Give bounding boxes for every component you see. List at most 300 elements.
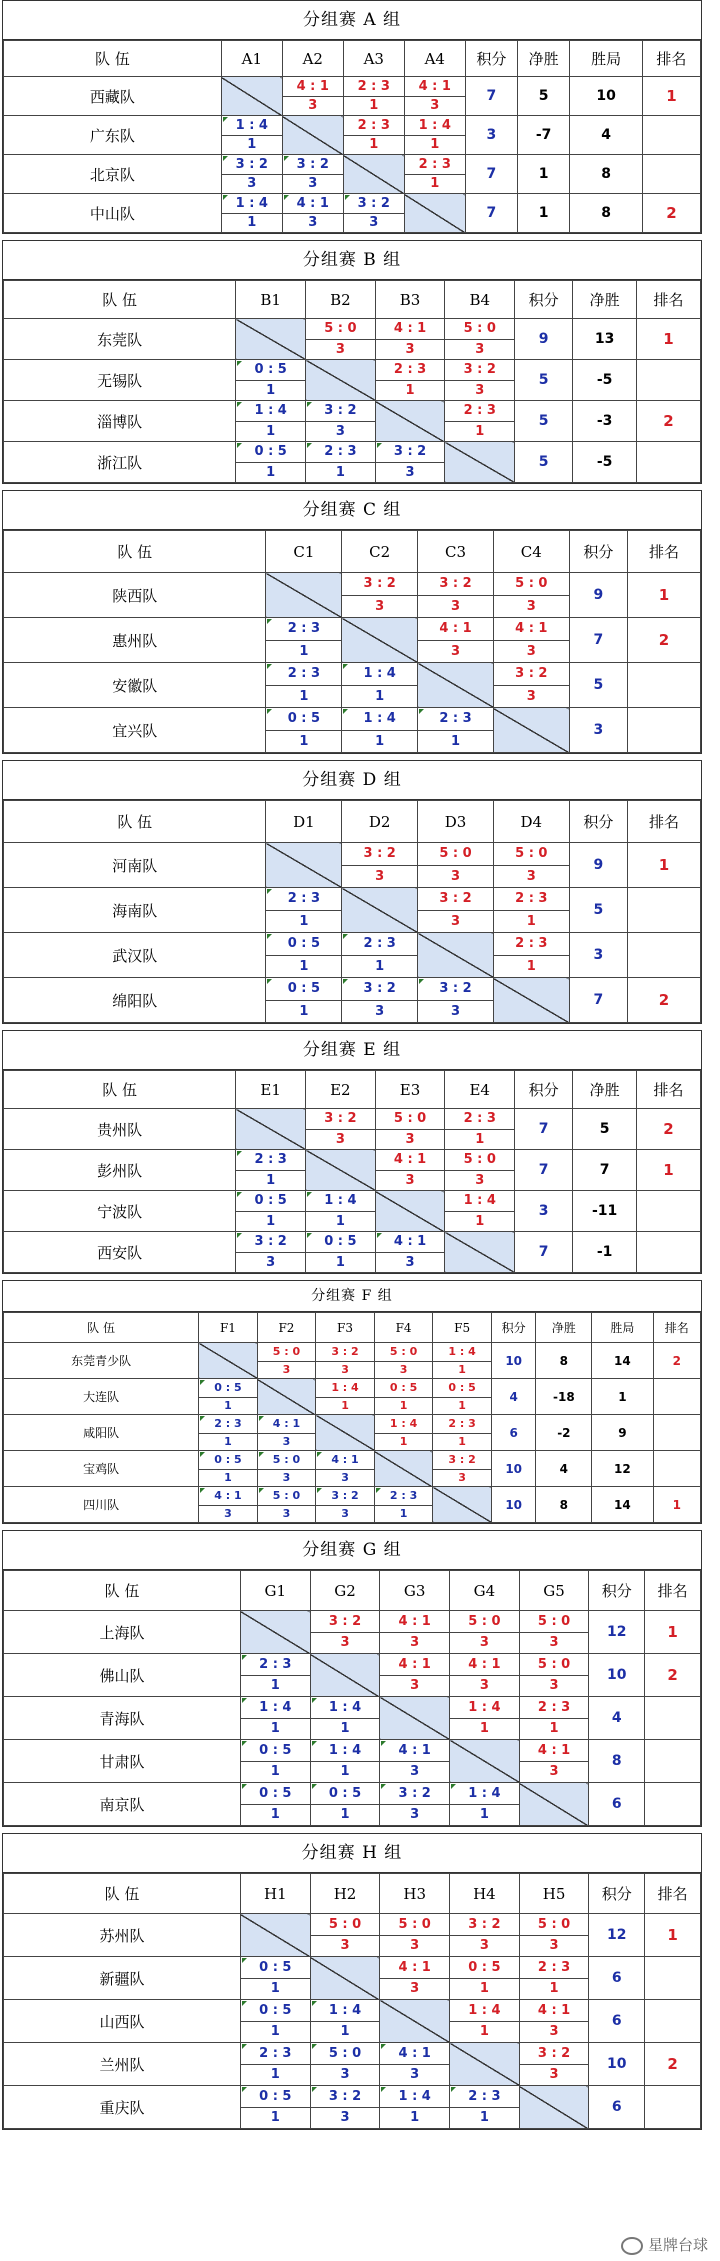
rank-value — [628, 663, 701, 708]
match-points: 1 — [299, 914, 309, 929]
match-score: 3 : 2 — [342, 978, 417, 1001]
team-name: 彭州队 — [4, 1150, 236, 1191]
column-header: H5 — [519, 1874, 589, 1914]
group-table — [2, 1530, 702, 1827]
match-points: 3 — [410, 1981, 420, 1996]
match-score: 2 : 3 — [344, 116, 404, 136]
match-score-cell — [418, 978, 494, 1023]
match-score-cell — [343, 116, 404, 155]
match-points: 1 — [369, 98, 379, 113]
column-header: 排名 — [645, 1874, 701, 1914]
match-score: 1 : 4 — [342, 663, 417, 686]
corner-marker-icon — [242, 2087, 247, 2092]
match-points: 1 — [399, 1434, 408, 1448]
match-points: 1 — [526, 914, 536, 929]
points-value: 5 — [569, 663, 627, 708]
match-score: 4 : 1 — [283, 194, 343, 214]
rank-value — [645, 1740, 701, 1783]
match-points: 3 — [526, 689, 536, 704]
corner-marker-icon — [200, 1416, 205, 1421]
corner-marker-icon — [381, 1784, 386, 1789]
points-value: 3 — [465, 116, 517, 155]
corner-marker-icon — [259, 1452, 264, 1457]
column-header: 队 伍 — [4, 1071, 236, 1109]
column-header: 排名 — [628, 531, 701, 573]
self-match-cell — [493, 708, 569, 753]
match-score-cell — [433, 1415, 492, 1451]
points-value: 10 — [491, 1343, 536, 1379]
points-value: 6 — [491, 1415, 536, 1451]
match-score: 3 : 2 — [376, 442, 445, 463]
points-value: 10 — [491, 1487, 536, 1523]
match-score: 1 : 4 — [380, 2086, 449, 2108]
wechat-icon — [621, 2237, 643, 2255]
table-row — [4, 1415, 701, 1451]
match-score-cell — [306, 319, 376, 360]
standings-table — [3, 530, 701, 753]
match-score: 2 : 3 — [445, 401, 514, 422]
match-score: 3 : 2 — [283, 155, 343, 175]
match-score-cell — [282, 194, 343, 233]
table-row — [4, 1343, 701, 1379]
column-header: 净胜 — [518, 41, 570, 77]
match-score: 4 : 1 — [283, 77, 343, 97]
net-value: -7 — [518, 116, 570, 155]
match-points: 1 — [475, 1132, 485, 1147]
match-score-cell — [380, 1654, 450, 1697]
column-header: F3 — [316, 1313, 375, 1343]
match-score: 0 : 5 — [241, 1957, 310, 1979]
group-title: 分组赛 G 组 — [3, 1531, 701, 1570]
match-points: 1 — [340, 1764, 350, 1779]
match-points: 1 — [299, 734, 309, 749]
match-points: 3 — [282, 1362, 291, 1376]
team-name: 苏州队 — [4, 1914, 241, 1957]
table-row — [4, 319, 701, 360]
match-points: 3 — [375, 599, 385, 614]
column-header: 净胜 — [573, 1071, 637, 1109]
corner-marker-icon — [259, 1488, 264, 1493]
rank-value: 2 — [637, 401, 701, 442]
team-name: 大连队 — [4, 1379, 199, 1415]
team-name: 东莞队 — [4, 319, 236, 360]
match-points: 3 — [335, 1132, 345, 1147]
net-value: 1 — [518, 155, 570, 194]
match-points: 3 — [282, 1506, 291, 1520]
match-score-cell — [374, 1343, 433, 1379]
match-score-cell — [342, 978, 418, 1023]
column-header: 净胜 — [573, 281, 637, 319]
match-score-cell — [342, 708, 418, 753]
match-score: 0 : 5 — [375, 1379, 433, 1398]
match-score: 2 : 3 — [344, 77, 404, 97]
match-points: 3 — [410, 2067, 420, 2082]
match-points: 1 — [375, 959, 385, 974]
match-score: 1 : 4 — [311, 1697, 380, 1719]
match-points: 1 — [410, 2110, 420, 2125]
match-score: 2 : 3 — [306, 442, 375, 463]
team-name: 安徽队 — [4, 663, 266, 708]
match-points: 3 — [341, 1470, 349, 1484]
column-header: G4 — [450, 1571, 520, 1611]
match-score-cell — [310, 2000, 380, 2043]
column-header: D4 — [493, 801, 569, 843]
match-score-cell — [519, 1740, 589, 1783]
match-points: 3 — [282, 1470, 291, 1484]
match-score: 1 : 4 — [222, 116, 282, 136]
match-points: 1 — [224, 1470, 232, 1484]
corner-marker-icon — [200, 1452, 205, 1457]
match-points: 1 — [526, 959, 536, 974]
points-value: 7 — [569, 978, 627, 1023]
standings-table — [3, 1070, 701, 1273]
match-score: 1 : 4 — [450, 2000, 519, 2022]
self-match-cell — [221, 77, 282, 116]
standings-table — [3, 40, 701, 233]
match-score: 2 : 3 — [445, 1109, 514, 1130]
match-points: 3 — [479, 1938, 489, 1953]
match-score-cell — [257, 1415, 316, 1451]
team-name: 南京队 — [4, 1783, 241, 1826]
match-points: 1 — [270, 2110, 280, 2125]
self-match-cell — [342, 618, 418, 663]
column-header: 积分 — [465, 41, 517, 77]
match-score: 5 : 0 — [306, 319, 375, 340]
match-score-cell — [519, 1957, 589, 2000]
match-score: 2 : 3 — [520, 1697, 589, 1719]
match-score: 4 : 1 — [316, 1451, 374, 1470]
match-score-cell — [375, 1150, 445, 1191]
match-score: 3 : 2 — [236, 1232, 305, 1253]
group-table — [2, 1833, 702, 2130]
match-points: 1 — [270, 1764, 280, 1779]
match-points: 3 — [340, 1635, 350, 1650]
match-points: 3 — [549, 1678, 559, 1693]
rank-value — [637, 1191, 701, 1232]
match-score-cell — [375, 360, 445, 401]
net-value: -3 — [573, 401, 637, 442]
match-score-cell — [380, 2043, 450, 2086]
match-score-cell — [380, 1611, 450, 1654]
self-match-cell — [450, 2043, 520, 2086]
match-score: 3 : 2 — [306, 1109, 375, 1130]
match-score: 1 : 4 — [236, 401, 305, 422]
points-value: 9 — [569, 843, 627, 888]
match-score: 0 : 5 — [199, 1451, 257, 1470]
standings-table — [3, 1570, 701, 1826]
points-value: 4 — [589, 1697, 645, 1740]
match-score: 4 : 1 — [258, 1415, 316, 1434]
match-points: 3 — [224, 1506, 232, 1520]
net-value: -1 — [573, 1232, 637, 1273]
match-points: 1 — [369, 137, 379, 152]
team-name: 淄博队 — [4, 401, 236, 442]
corner-marker-icon — [267, 619, 272, 624]
team-name: 西藏队 — [4, 77, 222, 116]
match-score-cell — [236, 442, 306, 483]
match-points: 3 — [450, 1004, 460, 1019]
self-match-cell — [236, 319, 306, 360]
points-value: 7 — [465, 155, 517, 194]
corner-marker-icon — [237, 361, 242, 366]
match-points: 3 — [341, 1362, 349, 1376]
self-match-cell — [310, 1957, 380, 2000]
match-score-cell — [433, 1451, 492, 1487]
standings-table — [3, 280, 701, 483]
match-score-cell — [450, 1611, 520, 1654]
wins-value: 12 — [592, 1451, 653, 1487]
corner-marker-icon — [223, 117, 228, 122]
rank-value — [637, 360, 701, 401]
self-match-cell — [493, 978, 569, 1023]
match-score: 4 : 1 — [380, 1957, 449, 1979]
corner-marker-icon — [451, 2087, 456, 2092]
self-match-cell — [519, 2086, 589, 2129]
match-score: 3 : 2 — [418, 888, 493, 911]
table-row — [4, 1611, 701, 1654]
match-points: 3 — [410, 1938, 420, 1953]
self-match-cell — [316, 1415, 375, 1451]
match-points: 3 — [475, 383, 485, 398]
match-score: 2 : 3 — [266, 888, 341, 911]
rank-value — [642, 155, 700, 194]
team-name: 河南队 — [4, 843, 266, 888]
team-name: 上海队 — [4, 1611, 241, 1654]
corner-marker-icon — [237, 443, 242, 448]
table-row — [4, 1379, 701, 1415]
match-score: 0 : 5 — [241, 1740, 310, 1762]
match-points: 1 — [340, 2024, 350, 2039]
points-value: 6 — [589, 1957, 645, 2000]
net-value: -5 — [573, 442, 637, 483]
match-score: 5 : 0 — [376, 1109, 445, 1130]
rank-value — [653, 1379, 700, 1415]
points-value: 7 — [515, 1232, 573, 1273]
match-score: 2 : 3 — [494, 933, 569, 956]
match-score-cell — [257, 1487, 316, 1523]
corner-marker-icon — [317, 1488, 322, 1493]
header-row — [4, 801, 701, 843]
match-points: 3 — [308, 215, 318, 230]
net-value: 8 — [536, 1487, 592, 1523]
table-row — [4, 1232, 701, 1273]
table-row — [4, 663, 701, 708]
corner-marker-icon — [377, 443, 382, 448]
match-score-cell — [199, 1451, 258, 1487]
match-points: 3 — [450, 599, 460, 614]
match-score-cell — [240, 1740, 310, 1783]
column-header: G3 — [380, 1571, 450, 1611]
match-score: 1 : 4 — [405, 116, 465, 136]
corner-marker-icon — [381, 1741, 386, 1746]
corner-marker-icon — [419, 979, 424, 984]
rank-value: 2 — [645, 1654, 701, 1697]
column-header: 排名 — [637, 1071, 701, 1109]
header-row — [4, 281, 701, 319]
column-header: 排名 — [637, 281, 701, 319]
group-table — [2, 1280, 702, 1524]
match-score: 2 : 3 — [266, 618, 341, 641]
column-header: B3 — [375, 281, 445, 319]
match-score: 3 : 2 — [306, 401, 375, 422]
group-table — [2, 240, 702, 484]
net-value: -2 — [536, 1415, 592, 1451]
match-points: 1 — [266, 465, 276, 480]
match-points: 1 — [270, 1981, 280, 1996]
match-score-cell — [519, 2043, 589, 2086]
self-match-cell — [380, 1697, 450, 1740]
match-points: 1 — [405, 383, 415, 398]
table-row — [4, 1487, 701, 1523]
corner-marker-icon — [242, 1698, 247, 1703]
match-score: 2 : 3 — [375, 1487, 433, 1506]
match-points: 3 — [399, 1362, 408, 1376]
group-title: 分组赛 D 组 — [3, 761, 701, 800]
match-points: 1 — [299, 959, 309, 974]
match-points: 1 — [430, 176, 440, 191]
corner-marker-icon — [312, 1784, 317, 1789]
watermark — [621, 2234, 708, 2255]
team-name: 四川队 — [4, 1487, 199, 1523]
self-match-cell — [375, 401, 445, 442]
self-match-cell — [404, 194, 465, 233]
corner-marker-icon — [307, 402, 312, 407]
match-score-cell — [310, 2043, 380, 2086]
match-score-cell — [306, 401, 376, 442]
match-score: 4 : 1 — [450, 1654, 519, 1676]
wins-value: 14 — [592, 1343, 653, 1379]
match-score: 5 : 0 — [311, 2043, 380, 2065]
match-points: 3 — [450, 869, 460, 884]
column-header: 队 伍 — [4, 281, 236, 319]
team-name: 宁波队 — [4, 1191, 236, 1232]
match-score: 0 : 5 — [433, 1379, 491, 1398]
match-score: 2 : 3 — [241, 2043, 310, 2065]
match-points: 3 — [405, 1132, 415, 1147]
match-score-cell — [310, 1611, 380, 1654]
corner-marker-icon — [343, 709, 348, 714]
match-score-cell — [493, 843, 569, 888]
points-value: 6 — [589, 2000, 645, 2043]
match-points: 3 — [549, 2067, 559, 2082]
match-score: 2 : 3 — [418, 708, 493, 731]
match-score: 3 : 2 — [520, 2043, 589, 2065]
points-value: 4 — [491, 1379, 536, 1415]
table-row — [4, 618, 701, 663]
column-header: 积分 — [515, 1071, 573, 1109]
match-score: 3 : 2 — [311, 2086, 380, 2108]
match-points: 3 — [450, 914, 460, 929]
match-score: 1 : 4 — [445, 1191, 514, 1212]
wins-value: 1 — [592, 1379, 653, 1415]
match-score-cell — [266, 933, 342, 978]
corner-marker-icon — [267, 889, 272, 894]
column-header: 胜局 — [570, 41, 643, 77]
match-score-cell — [450, 1914, 520, 1957]
corner-marker-icon — [377, 1233, 382, 1238]
table-row — [4, 116, 701, 155]
self-match-cell — [380, 2000, 450, 2043]
match-score-cell — [236, 401, 306, 442]
rank-value: 1 — [645, 1914, 701, 1957]
match-points: 3 — [341, 1506, 349, 1520]
corner-marker-icon — [307, 1192, 312, 1197]
column-header: 积分 — [589, 1571, 645, 1611]
match-points: 3 — [405, 465, 415, 480]
net-value: 4 — [536, 1451, 592, 1487]
match-points: 3 — [335, 424, 345, 439]
column-header: F5 — [433, 1313, 492, 1343]
team-name: 东莞青少队 — [4, 1343, 199, 1379]
match-score-cell — [380, 1740, 450, 1783]
match-points: 1 — [479, 1807, 489, 1822]
match-points: 3 — [375, 1004, 385, 1019]
table-row — [4, 1654, 701, 1697]
match-score-cell — [316, 1451, 375, 1487]
corner-marker-icon — [242, 1784, 247, 1789]
column-header: 排名 — [642, 41, 700, 77]
match-score-cell — [266, 618, 342, 663]
match-score-cell — [450, 1654, 520, 1697]
rank-value — [645, 1783, 701, 1826]
team-name: 贵州队 — [4, 1109, 236, 1150]
match-score-cell — [418, 843, 494, 888]
rank-value — [645, 1697, 701, 1740]
match-score-cell — [519, 2000, 589, 2043]
wins-value: 9 — [592, 1415, 653, 1451]
match-score: 4 : 1 — [376, 319, 445, 340]
corner-marker-icon — [237, 1151, 242, 1156]
match-score-cell — [257, 1343, 316, 1379]
match-score-cell — [310, 1914, 380, 1957]
points-value: 6 — [589, 1783, 645, 1826]
column-header: C3 — [418, 531, 494, 573]
corner-marker-icon — [307, 443, 312, 448]
column-header: A1 — [221, 41, 282, 77]
match-score-cell — [199, 1487, 258, 1523]
table-row — [4, 401, 701, 442]
match-score-cell — [306, 442, 376, 483]
corner-marker-icon — [223, 195, 228, 200]
self-match-cell — [418, 663, 494, 708]
match-score-cell — [236, 1150, 306, 1191]
match-score: 3 : 2 — [316, 1487, 374, 1506]
match-score-cell — [375, 442, 445, 483]
match-score-cell — [418, 888, 494, 933]
match-score: 0 : 5 — [241, 2086, 310, 2108]
match-score: 5 : 0 — [445, 1150, 514, 1171]
match-score: 0 : 5 — [266, 708, 341, 731]
self-match-cell — [266, 843, 342, 888]
points-value: 7 — [465, 194, 517, 233]
corner-marker-icon — [259, 1416, 264, 1421]
team-name: 咸阳队 — [4, 1415, 199, 1451]
match-score-cell — [450, 1697, 520, 1740]
rank-value: 1 — [637, 319, 701, 360]
watermark-text: 星牌台球 — [647, 2236, 708, 2254]
match-points: 1 — [266, 424, 276, 439]
match-points: 1 — [341, 1398, 349, 1412]
match-points: 1 — [375, 689, 385, 704]
wins-value: 8 — [570, 155, 643, 194]
match-score-cell — [221, 194, 282, 233]
match-score: 4 : 1 — [380, 2043, 449, 2065]
match-score: 1 : 4 — [306, 1191, 375, 1212]
match-score-cell — [418, 618, 494, 663]
table-row — [4, 933, 701, 978]
match-score-cell — [375, 319, 445, 360]
column-header: E2 — [306, 1071, 376, 1109]
